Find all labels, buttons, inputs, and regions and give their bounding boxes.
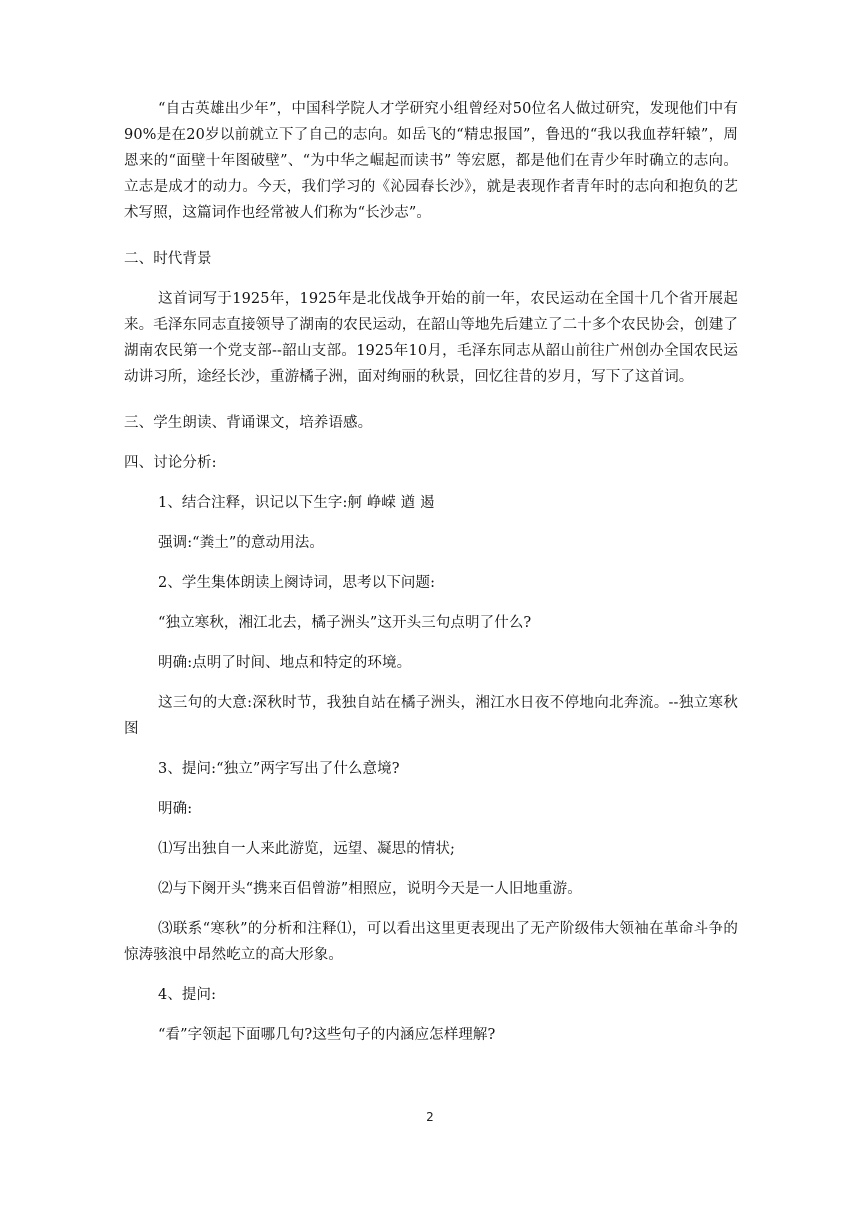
- item-3: 3、提问:“独立”两字写出了什么意境?: [158, 761, 400, 777]
- item-2: 2、学生集体朗读上阕诗词，思考以下问题:: [158, 575, 436, 591]
- item-3-point-2: ⑵与下阕开头“携来百侣曾游”相照应，说明今天是一人旧地重游。: [158, 881, 582, 897]
- section-heading-reading: 三、学生朗读、背诵课文，培养语感。: [124, 415, 373, 431]
- item-1-note: 强调:“粪土”的意动用法。: [158, 535, 325, 551]
- item-4-question: “看”字领起下面哪几句?这些句子的内涵应怎样理解?: [158, 1027, 496, 1043]
- intro-paragraph: “自古英雄出少年”，中国科学院人才学研究小组曾经对50位名人做过研究，发现他们中有90%是在20岁以前就立下了自己的志向。如岳飞的“精忠报国”，鲁迅的“我以我血荐轩辕”，周恩来的“面壁十年图破壁”、“为中华之崛起而读书” 等宏愿，都是他们在青少年时确立的志向。立志是成才的动力。今天，我们学习的《沁园春长沙》，就是表现作者青年时的志向和抱负的艺术写照，这篇词作也经常被人们称为“长沙志”。: [124, 101, 738, 221]
- section-heading-discussion: 四、讨论分析:: [124, 455, 217, 471]
- item-4: 4、提问:: [158, 987, 217, 1003]
- item-2-question: “独立寒秋，湘江北去，橘子洲头”这开头三句点明了什么?: [158, 615, 532, 631]
- item-2-meaning: 这三句的大意:深秋时节，我独自站在橘子洲头，湘江水日夜不停地向北奔流。--独立寒秋图: [124, 695, 738, 737]
- background-paragraph: 这首词写于1925年，1925年是北伐战争开始的前一年，农民运动在全国十几个省开展起来。毛泽东同志直接领导了湖南的农民运动，在韶山等地先后建立了二十多个农民协会，创建了湖南农民第一个党支部--韶山支部。1925年10月，毛泽东同志从韶山前往广州创办全国农民运动讲习所，途经长沙，重游橘子洲，面对绚丽的秋景，回忆往昔的岁月，写下了这首词。: [124, 291, 738, 385]
- item-3-answer-label: 明确:: [158, 801, 193, 817]
- page-number: 2: [426, 1110, 434, 1124]
- item-3-point-1: ⑴写出独自一人来此游览，远望、凝思的情状;: [158, 841, 455, 857]
- item-1: 1、结合注释，识记以下生字:舸 峥嵘 遒 遏: [158, 495, 435, 511]
- section-heading-background: 二、时代背景: [124, 251, 212, 267]
- item-2-answer: 明确:点明了时间、地点和特定的环境。: [158, 655, 412, 671]
- document-body: [124, 96, 738, 1048]
- item-3-point-3: ⑶联系“寒秋”的分析和注释⑴，可以看出这里更表现出了无产阶级伟大领袖在革命斗争的惊涛骇浪中昂然屹立的高大形象。: [124, 921, 738, 963]
